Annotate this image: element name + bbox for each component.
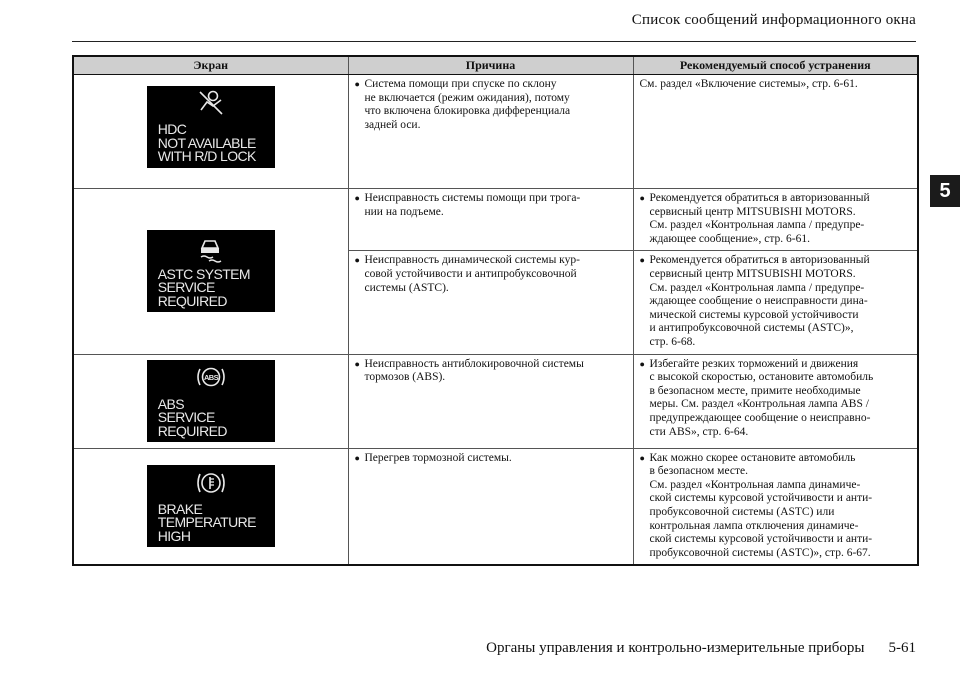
cause-text: Неисправность системы помощи при трога- нии на подъеме.: [364, 192, 581, 218]
chapter-tab: 5: [930, 175, 960, 207]
cause-text: Система помощи при спуске по склону не включается (режим ожидания), потому что включена блокировка дифференциала задней оси.: [364, 78, 571, 131]
remedy-cell: [633, 448, 918, 565]
remedy-text: Как можно скорее остановите автомобиль в безопасном месте. См. раздел «Контрольная лампа динамиче- ской системы курсовой устойчивости и анти- пробуксовочной системы (ASTC) или контрольная лампа отключения динамиче- ской системы курсовой устойчивости и анти- пробуксовочной системы (ASTC)», стр. 6-67.: [649, 451, 873, 559]
abs-warning-icon: [195, 364, 227, 393]
cause-cell: [348, 354, 633, 448]
screen-cell: [73, 189, 348, 355]
display-screen-astc: [147, 230, 275, 312]
footer-section-title: Органы управления и контрольно-измерительные приборы: [486, 640, 865, 656]
page-number: 5-61: [888, 640, 916, 656]
cause-text: Неисправность антиблокировочной системы тормозов (ABS).: [364, 357, 584, 384]
screen-cell: [73, 75, 348, 189]
message-table: [72, 55, 919, 566]
bullet-icon: ●: [354, 255, 360, 266]
display-screen-abs: [147, 360, 275, 442]
display-text: BRAKE TEMPERATURE HIGH: [157, 500, 256, 544]
column-header-remedy: Рекомендуемый способ устранения: [633, 56, 918, 75]
remedy-cell: [633, 251, 918, 354]
display-text: ABS SERVICE REQUIRED: [157, 395, 227, 439]
screen-cell: [73, 448, 348, 565]
cause-cell: [348, 75, 633, 189]
display-screen-hdc: [147, 86, 275, 168]
cause-cell: [348, 448, 633, 565]
remedy-cell: [633, 354, 918, 448]
remedy-text: Рекомендуется обратиться в авторизованный сервисный центр MITSUBISHI MOTORS. См. раздел «Контрольная лампа / предупре- ждающее сообщение о неисправности дина- мической системы курсовой устойчивости и антипробуксовочной системы (ASTC)», стр. 6-68.: [649, 254, 870, 348]
bullet-icon: ●: [354, 452, 360, 463]
remedy-text: Избегайте резких торможений и движения с высокой скоростью, остановите автомобиль в безопасном месте, примите необходимые меры. См. раздел «Контрольная лампа ABS / предупреждающее сообщение о неисправно- сти ABS», стр. 6-64.: [649, 357, 874, 438]
cause-text: Неисправность динамической системы кур- совой устойчивости и антипробуксовочной системы (ASTC).: [364, 254, 580, 294]
cause-cell: [348, 251, 633, 354]
remedy-cell: [633, 189, 918, 251]
remedy-text: См. раздел «Включение системы», стр. 6-61.: [639, 78, 858, 90]
screen-cell: [73, 354, 348, 448]
display-screen-brake: [147, 465, 275, 547]
cause-text: Перегрев тормозной системы.: [364, 451, 512, 464]
remedy-cell: [633, 75, 918, 189]
table-row: [73, 189, 918, 251]
bullet-icon: ●: [639, 193, 645, 203]
bullet-icon: ●: [639, 452, 645, 463]
remedy-text: Рекомендуется обратиться в авторизованный сервисный центр MITSUBISHI MOTORS. См. раздел «Контрольная лампа / предупре- ждающее сообщение», стр. 6-61.: [649, 192, 870, 245]
bullet-icon: ●: [639, 358, 645, 369]
bullet-icon: ●: [639, 255, 645, 266]
column-header-screen: Экран: [73, 56, 348, 75]
table-row: [73, 354, 918, 448]
column-header-cause: Причина: [348, 56, 633, 75]
bullet-icon: ●: [354, 79, 360, 89]
header-rule: [72, 41, 916, 42]
bullet-icon: ●: [354, 193, 360, 203]
cause-cell: [348, 189, 633, 251]
bullet-icon: ●: [354, 358, 360, 369]
page-footer: [486, 640, 916, 657]
display-text: ASTC SYSTEM SERVICE REQUIRED: [157, 265, 250, 309]
svg-text:ABS: ABS: [203, 373, 218, 383]
table-row: [73, 448, 918, 565]
hdc-warning-icon: [197, 90, 225, 119]
table-header-row: [73, 56, 918, 75]
display-text: HDC NOT AVAILABLE WITH R/D LOCK: [157, 121, 256, 164]
brake-temperature-icon: [195, 469, 227, 500]
running-header-title: Список сообщений информационного окна: [631, 12, 916, 28]
astc-skid-car-icon: [195, 234, 225, 267]
table-row: [73, 75, 918, 189]
